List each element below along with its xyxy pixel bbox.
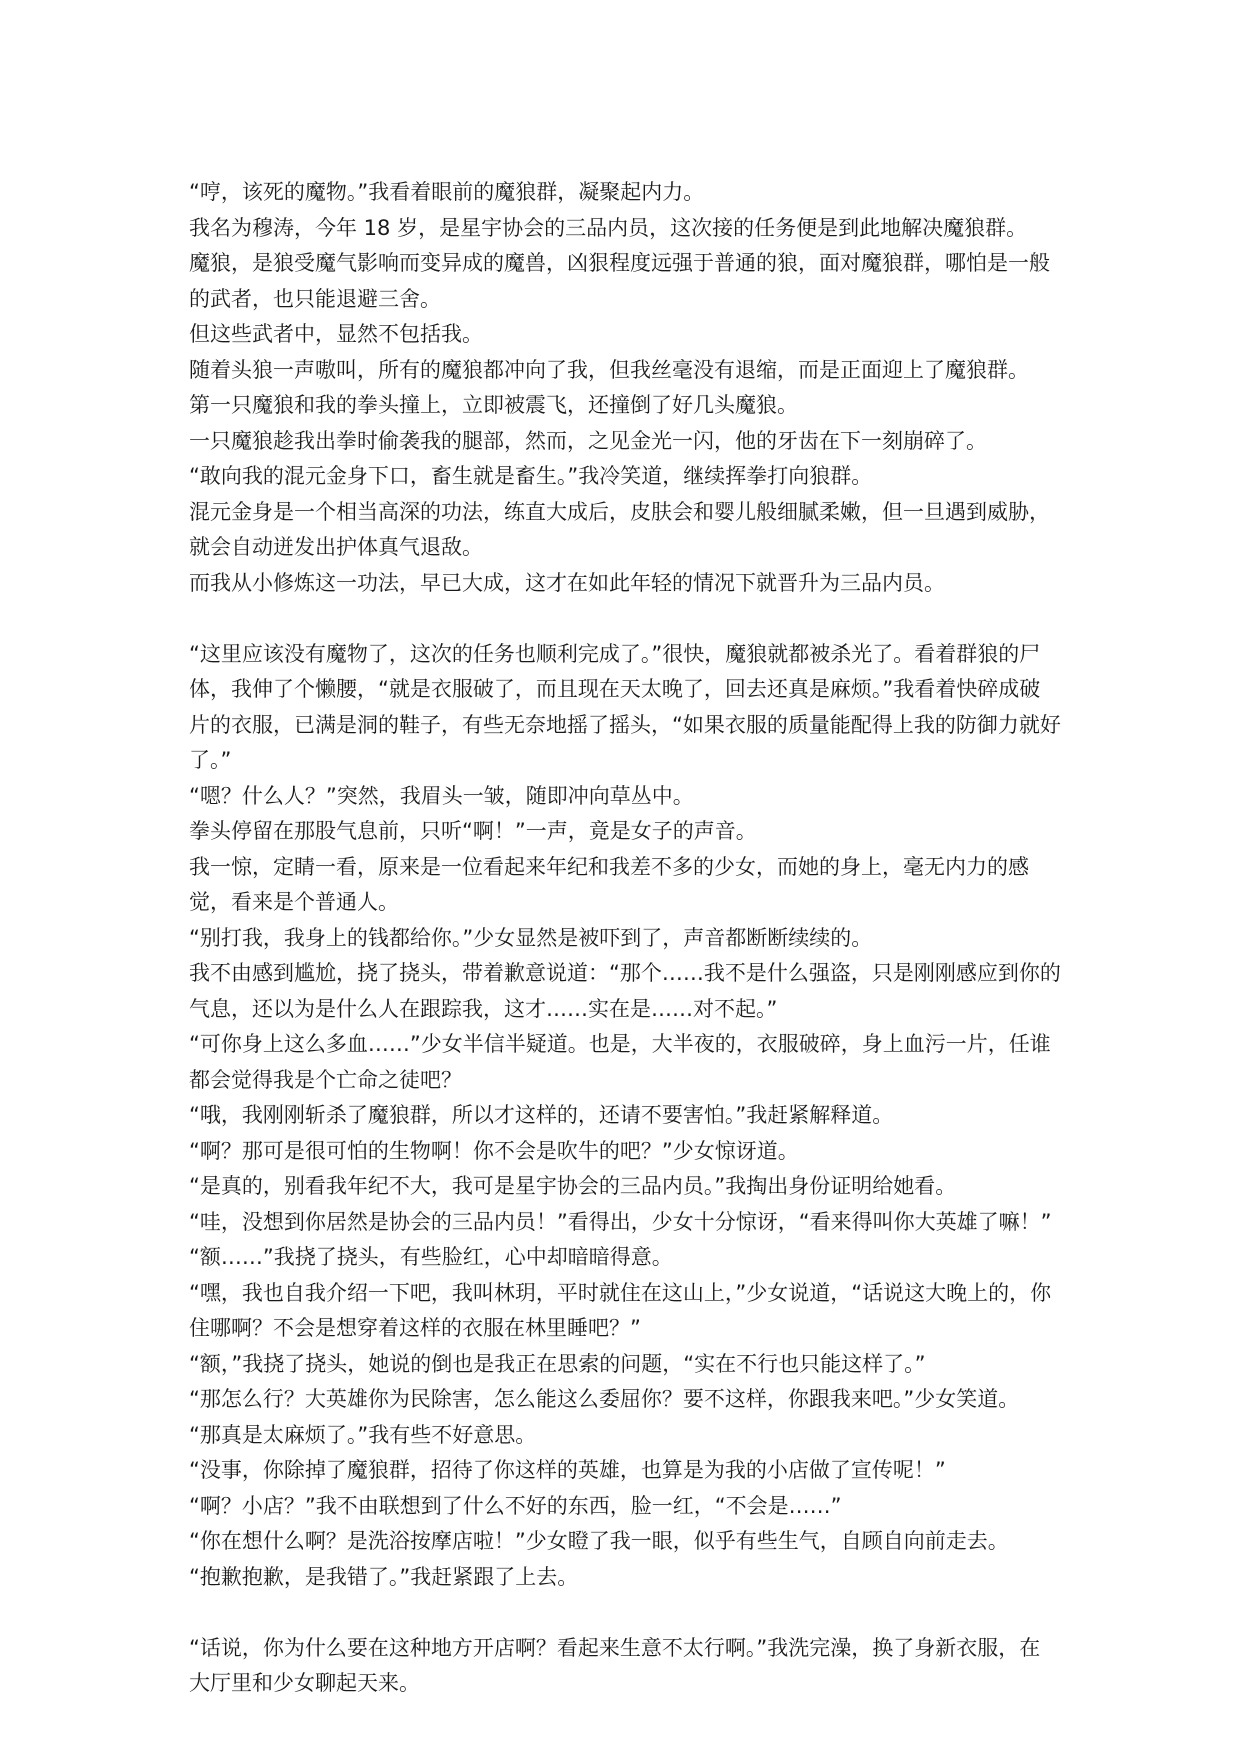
paragraph: 随着头狼一声嗷叫，所有的魔狼都冲向了我，但我丝毫没有退缩，而是正面迎上了魔狼群。 [189,357,1029,382]
paragraph: “哇，没想到你居然是协会的三品内员！”看得出，少女十分惊讶，“看来得叫你大英雄了嘛！” [189,1209,1052,1234]
section-2 [189,637,1061,1596]
paragraph: 但这些武者中，显然不包括我。 [189,322,483,346]
paragraph: 而我从小修炼这一功法，早已大成，这才在如此年轻的情况下就晋升为三品内员。 [189,570,945,595]
paragraph: 我不由感到尴尬，挠了挠头，带着歉意说道：“那个……我不是什么强盗，只是刚刚感应到你的气息，还以为是什么人在跟踪我，这才……实在是……对不起。” [189,961,1061,1021]
paragraph: 一只魔狼趁我出拳时偷袭我的腿部，然而，之见金光一闪，他的牙齿在下一刻崩碎了。 [189,428,987,453]
paragraph: “那真是太麻烦了。”我有些不好意思。 [189,1422,537,1447]
paragraph: “哼，该死的魔物。”我看着眼前的魔狼群，凝聚起内力。 [189,180,705,204]
paragraph: “啊？那可是很可怕的生物啊！你不会是吹牛的吧？”少女惊讶道。 [189,1138,799,1163]
paragraph: “抱歉抱歉，是我错了。”我赶紧跟了上去。 [189,1564,579,1589]
paragraph: “那怎么行？大英雄你为民除害，怎么能这么委屈你？要不这样，你跟我来吧。”少女笑道。 [189,1387,1020,1411]
paragraph: “是真的，别看我年纪不大，我可是星宇协会的三品内员。”我掏出身份证明给她看。 [189,1174,957,1198]
paragraph: 拳头停留在那股气息前，只听“啊！”一声，竟是女子的声音。 [189,819,757,843]
paragraph: “没事，你除掉了魔狼群，招待了你这样的英雄，也算是为我的小店做了宣传呢！” [189,1458,946,1482]
paragraph: “额，”我挠了挠头，她说的倒也是我正在思索的问题，“实在不行也只能这样了。” [189,1351,926,1376]
section-1 [189,175,1061,601]
paragraph: “话说，你为什么要在这种地方开店啊？看起来生意不太行啊。”我洗完澡，换了身新衣服，在大厅里和少女聊起天来。 [189,1635,1041,1695]
paragraph: 混元金身是一个相当高深的功法，练直大成后，皮肤会和婴儿般细腻柔嫩，但一旦遇到威胁，就会自动迸发出护体真气退敌。 [189,499,1050,559]
paragraph: “可你身上这么多血……”少女半信半疑道。也是，大半夜的，衣服破碎，身上血污一片，任谁都会觉得我是个亡命之徒吧？ [189,1032,1051,1092]
section-3 [189,1631,1061,1702]
paragraph: “哦，我刚刚斩杀了魔狼群，所以才这样的，还请不要害怕。”我赶紧解释道。 [189,1103,894,1127]
paragraph: “啊？小店？”我不由联想到了什么不好的东西，脸一红，“不会是……” [189,1493,842,1518]
paragraph: “敢向我的混元金身下口，畜生就是畜生。”我冷笑道，继续挥拳打向狼群。 [189,464,873,488]
paragraph: 我一惊，定睛一看，原来是一位看起来年纪和我差不多的少女，而她的身上，毫无内力的感觉，看来是个普通人。 [189,854,1029,914]
paragraph: “你在想什么啊？是洗浴按摩店啦！”少女瞪了我一眼，似乎有些生气，自顾自向前走去。 [189,1529,1009,1553]
paragraph: 我名为穆涛，今年 18 岁，是星宇协会的三品内员，这次接的任务便是到此地解决魔狼群。 [189,215,1028,240]
paragraph: “这里应该没有魔物了，这次的任务也顺利完成了。”很快，魔狼就都被杀光了。看着群狼的尸体，我伸了个懒腰，“就是衣服破了，而且现在天太晚了，回去还真是麻烦。”我看着快碎成破片的衣服，已满是洞的鞋子，有些无奈地摇了摇头，“如果衣服的质量能配得上我的防御力就好了。” [189,641,1061,772]
paragraph: “别打我，我身上的钱都给你。”少女显然是被吓到了，声音都断断续续的。 [189,925,873,950]
section-gap [189,601,1061,637]
paragraph: 第一只魔狼和我的拳头撞上，立即被震飞，还撞倒了好几头魔狼。 [189,393,798,417]
paragraph: “嗯？什么人？”突然，我眉头一皱，随即冲向草丛中。 [189,783,694,808]
paragraph: “嘿，我也自我介绍一下吧，我叫林玥，平时就住在这山上，”少女说道，“话说这大晚上的，你住哪啊？不会是想穿着这样的衣服在林里睡吧？” [189,1280,1052,1340]
paragraph: “额……”我挠了挠头，有些脸红，心中却暗暗得意。 [189,1245,673,1269]
paragraph: 魔狼，是狼受魔气影响而变异成的魔兽，凶狠程度远强于普通的狼，面对魔狼群，哪怕是一般的武者，也只能退避三舍。 [189,251,1050,311]
document-body [189,175,1061,1702]
section-gap [189,1595,1061,1631]
